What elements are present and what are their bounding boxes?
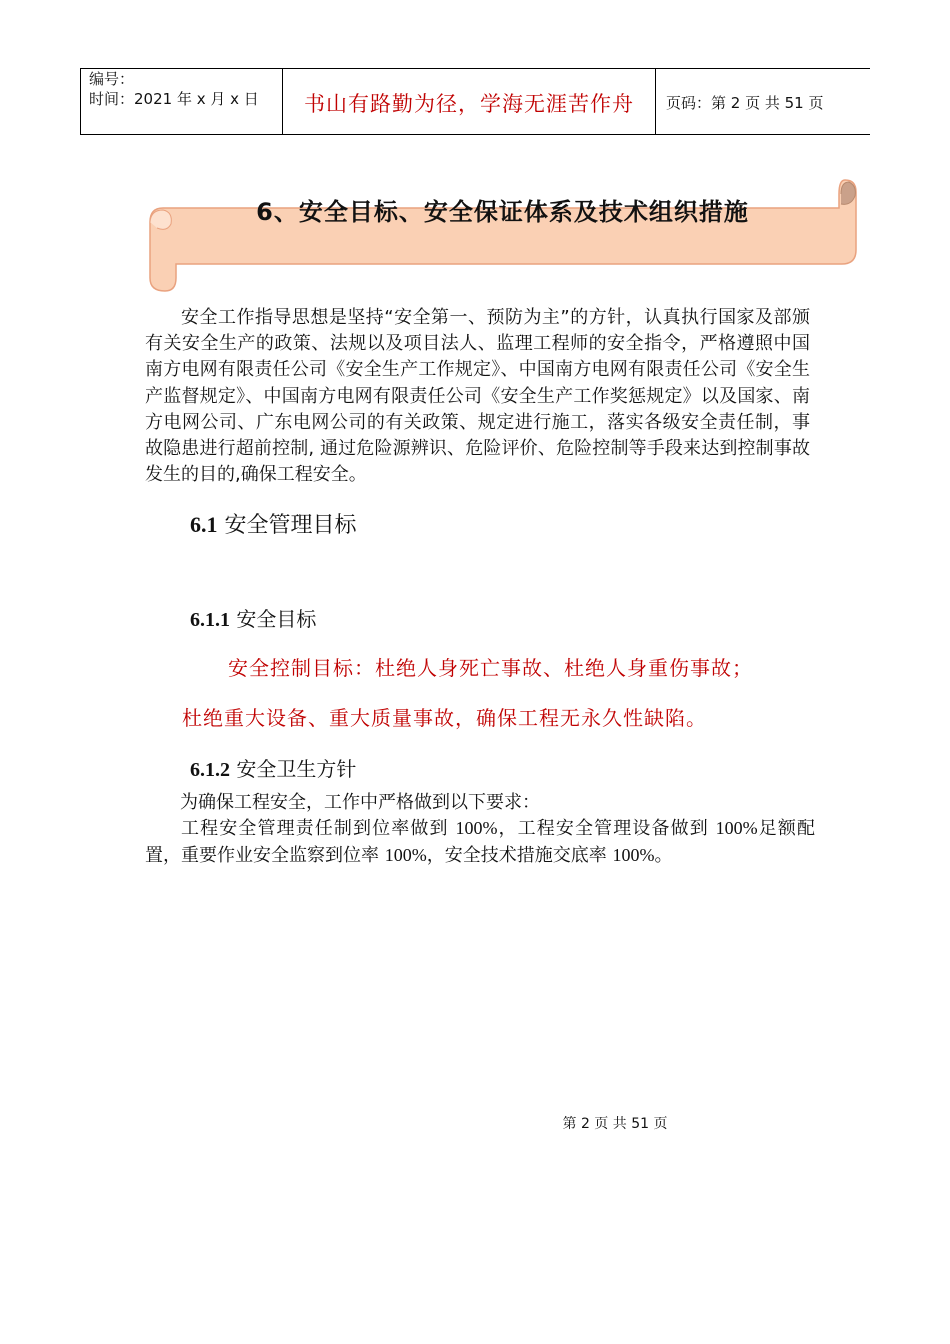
heading-6-1-2 [190, 753, 356, 782]
heading-6-1 [190, 508, 357, 539]
requirements-paragraph [145, 815, 815, 869]
safety-goal-line2: 杜绝重大设备、重大质量事故，确保工程无永久性缺陷。 [182, 706, 707, 730]
requirements-intro: 为确保工程安全，工作中严格做到以下要求： [180, 792, 540, 813]
req-value-4: 100% [612, 845, 655, 866]
safety-goal-line1: 安全控制目标：杜绝人身死亡事故、杜绝人身重伤事故； [228, 656, 753, 680]
req-value-2: 100% [715, 818, 758, 838]
page-footer: 第 2 页 共 51 页 [562, 1116, 668, 1132]
req-text-2: ，工程安全管理设备做到 [497, 818, 716, 839]
req-text-1: 工程安全管理责任制到位率做到 [181, 818, 456, 839]
heading-6-1-2-number: 6.1.2 [190, 759, 230, 781]
intro-paragraph: 安全工作指导思想是坚持“安全第一、预防为主”的方针，认真执行国家及部颁有关安全生产的政策、法规以及项目法人、监理工程师的安全指令，严格遵照中国南方电网有限责任公司《安全生产工作规定》、中国南方电网有限责任公司《安全生产监督规定》、中国南方电网有限责任公司《安全生产工作奖惩规定》以及国家、南方电网公司、广东电网公司的有关政策、规定进行施工，落实各级安全责任制，事故隐患进行超前控制, 通过危险源辨识、危险评价、危险控制等手段来达到控制事故发生的目的,确保工程安全。 [145, 307, 810, 486]
req-text-5: 。 [654, 845, 673, 867]
header-table [80, 68, 870, 135]
req-text-4: ，安全技术措施交底率 [426, 845, 613, 867]
header-motto: 书山有路勤为径，学海无涯苦作舟 [283, 69, 656, 134]
heading-6-1-1 [190, 603, 316, 632]
title-scroll-banner [145, 178, 860, 298]
req-value-1: 100% [455, 818, 498, 838]
req-text-3: 足额配置，重要作业安全监察到位率 [145, 818, 815, 867]
section-title: 6、安全目标、安全保证体系及技术组织措施 [256, 198, 749, 226]
heading-6-1-1-number: 6.1.1 [190, 609, 230, 631]
header-page-info: 页码：第 2 页 共 51 页 [666, 94, 824, 112]
req-value-3: 100% [384, 845, 427, 866]
heading-6-1-title: 安全管理目标 [224, 513, 357, 538]
time-label: 时间：2021 年 x 月 x 日 [89, 90, 259, 108]
heading-6-1-2-title: 安全卫生方针 [236, 757, 357, 781]
heading-6-1-1-title: 安全目标 [236, 607, 317, 631]
heading-6-1-number: 6.1 [190, 512, 218, 537]
code-label: 编号： [89, 70, 135, 88]
header-meta [81, 69, 283, 134]
